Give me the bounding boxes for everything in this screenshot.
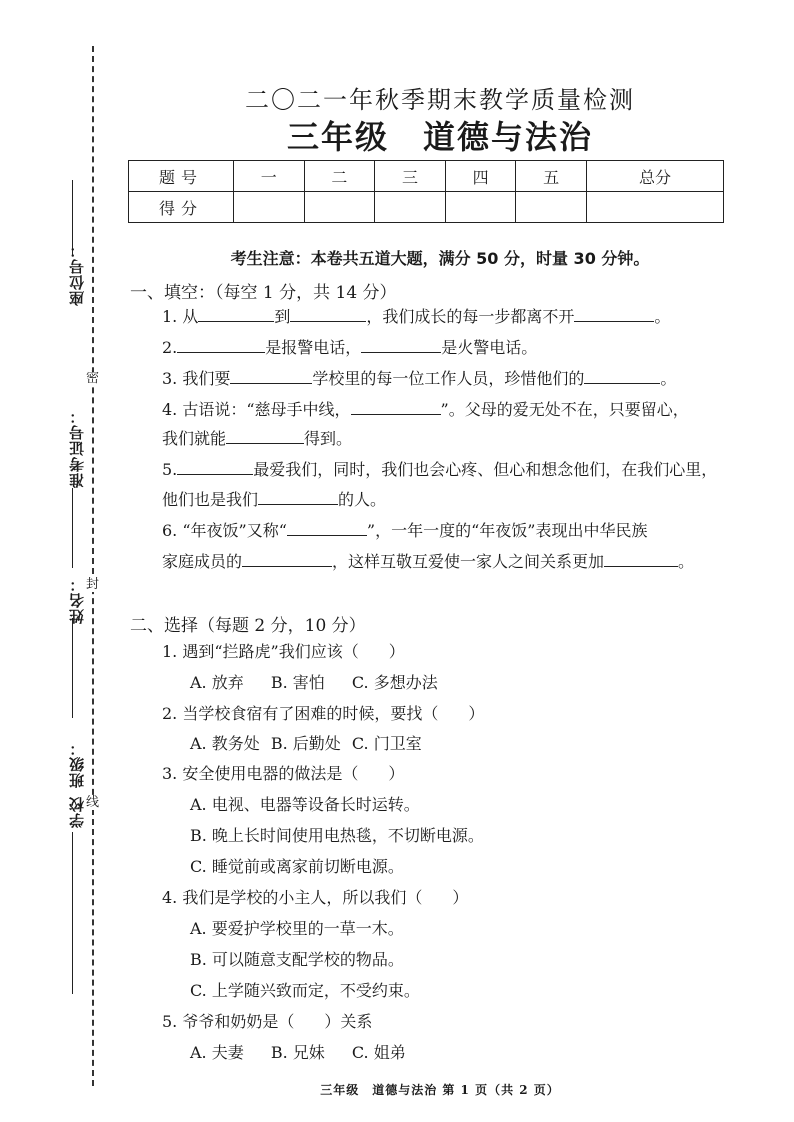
- score-table-cell: 二: [304, 161, 375, 192]
- answer-blank[interactable]: [604, 550, 678, 567]
- score-table-cell: 一: [234, 161, 305, 192]
- fill-question-4: 4. 古语说：“慈母手中线， ”。父母的爱无处不在，只要留心，: [162, 400, 689, 419]
- seat-number-label: 座位号：: [68, 242, 86, 306]
- answer-blank[interactable]: [351, 398, 441, 415]
- answer-blank[interactable]: [574, 305, 654, 322]
- fill-question-6-line2: 家庭成员的 ，这样互敬互爱使一家人之间关系更加 。: [162, 552, 695, 571]
- answer-blank[interactable]: [290, 305, 366, 322]
- seal-char-feng: 封: [86, 577, 100, 592]
- option-c: C. 姐弟: [351, 1043, 406, 1062]
- option-a: A. 夫妻: [190, 1043, 244, 1062]
- score-table-score-row: [129, 192, 724, 223]
- choice-3-option-a: A. 电视、电器等设备长时运转。: [190, 795, 420, 814]
- option-c: C. 多想办法: [351, 673, 438, 692]
- page-footer: 三年级 道德与法治 第 1 页（共 2 页）: [320, 1083, 560, 1097]
- fill-question-2: 2. 是报警电话， 是火警电话。: [162, 338, 538, 357]
- answer-blank[interactable]: [584, 367, 660, 384]
- fill-question-6: 6. “年夜饭”又称“ ”，一年一度的“年夜饭”表现出中华民族: [162, 521, 648, 540]
- exam-title: 二〇二一年秋季期末教学质量检测: [245, 86, 635, 114]
- choice-4-option-a: A. 要爱护学校里的一草一木。: [190, 919, 404, 938]
- choice-3-option-b: B. 晚上长时间使用电热毯，不切断电源。: [190, 826, 484, 845]
- fill-question-5: 5. 最爱我们，同时，我们也会心疼、但心和想念他们，在我们心里，: [162, 460, 718, 479]
- subject-title: 三年级 道德与法治: [286, 118, 593, 156]
- option-a: A. 放弃: [190, 673, 244, 692]
- score-input-cell[interactable]: [516, 192, 587, 223]
- option-a: A. 教务处: [190, 734, 260, 753]
- exam-notice: 考生注意：本卷共五道大题，满分 50 分，时量 30 分钟。: [230, 249, 650, 268]
- score-table-cell: 五: [516, 161, 587, 192]
- choice-1-options: [190, 672, 438, 694]
- fill-question-5-line2: 他们也是我们 的人。: [162, 490, 387, 509]
- option-b: B. 害怕: [270, 673, 325, 692]
- score-input-cell[interactable]: [586, 192, 723, 223]
- score-input-cell[interactable]: [375, 192, 446, 223]
- score-table-cell: 四: [445, 161, 516, 192]
- school-label: 学校: [68, 796, 86, 828]
- answer-blank[interactable]: [361, 336, 441, 353]
- exam-number-label: 准考证号：: [68, 408, 86, 488]
- choice-2-options: [190, 733, 422, 755]
- name-line: [72, 618, 73, 718]
- choice-4-option-c: C. 上学随兴致而定，不受约束。: [190, 981, 420, 1000]
- answer-blank[interactable]: [177, 458, 253, 475]
- choice-question-2: 2. 当学校食宿有了困难的时候，要找（ ）: [162, 704, 485, 723]
- answer-blank[interactable]: [242, 550, 332, 567]
- fill-question-1: 1. 从 到 ，我们成长的每一步都离不开 。: [162, 307, 671, 326]
- fill-question-3: 3. 我们要 学校里的每一位工作人员，珍惜他们的 。: [162, 369, 677, 388]
- answer-blank[interactable]: [230, 367, 312, 384]
- choice-4-option-b: B. 可以随意支配学校的物品。: [190, 950, 404, 969]
- option-b: B. 后勤处: [270, 734, 341, 753]
- score-input-cell[interactable]: [234, 192, 305, 223]
- answer-blank[interactable]: [258, 488, 338, 505]
- fill-question-4-line2: 我们就能 得到。: [162, 429, 353, 448]
- answer-blank[interactable]: [287, 519, 367, 536]
- seal-char-xian: 线: [86, 795, 100, 810]
- score-table-header-row: [129, 161, 724, 192]
- choice-5-options: [190, 1042, 406, 1064]
- name-label: 姓名：: [68, 576, 86, 624]
- binding-dashed-line: [92, 46, 94, 1086]
- score-table-cell: 三: [375, 161, 446, 192]
- score-table: [128, 160, 724, 223]
- score-table-cell: 总分: [586, 161, 723, 192]
- section2-title: 二、选择（每题 2 分，10 分）: [130, 616, 366, 636]
- choice-question-5: 5. 爷爷和奶奶是（ ）关系: [162, 1012, 373, 1031]
- school-line: [72, 832, 73, 994]
- choice-question-4: 4. 我们是学校的小主人，所以我们（ ）: [162, 888, 469, 907]
- section1-title: 一、填空：（每空 1 分，共 14 分）: [130, 283, 397, 303]
- answer-blank[interactable]: [198, 305, 274, 322]
- choice-3-option-c: C. 睡觉前或离家前切断电源。: [190, 857, 404, 876]
- class-label: 班级：: [68, 740, 86, 788]
- exam-number-line: [72, 488, 73, 568]
- seal-char-mi: 密: [86, 371, 100, 386]
- score-table-cell: 题号: [129, 161, 234, 192]
- choice-question-1: 1. 遇到“拦路虎”我们应该（ ）: [162, 642, 405, 661]
- choice-question-3: 3. 安全使用电器的做法是（ ）: [162, 764, 405, 783]
- score-input-cell[interactable]: [304, 192, 375, 223]
- score-table-cell: 得分: [129, 192, 234, 223]
- option-c: C. 门卫室: [351, 734, 422, 753]
- score-input-cell[interactable]: [445, 192, 516, 223]
- option-b: B. 兄妹: [270, 1043, 325, 1062]
- answer-blank[interactable]: [177, 336, 265, 353]
- answer-blank[interactable]: [226, 427, 304, 444]
